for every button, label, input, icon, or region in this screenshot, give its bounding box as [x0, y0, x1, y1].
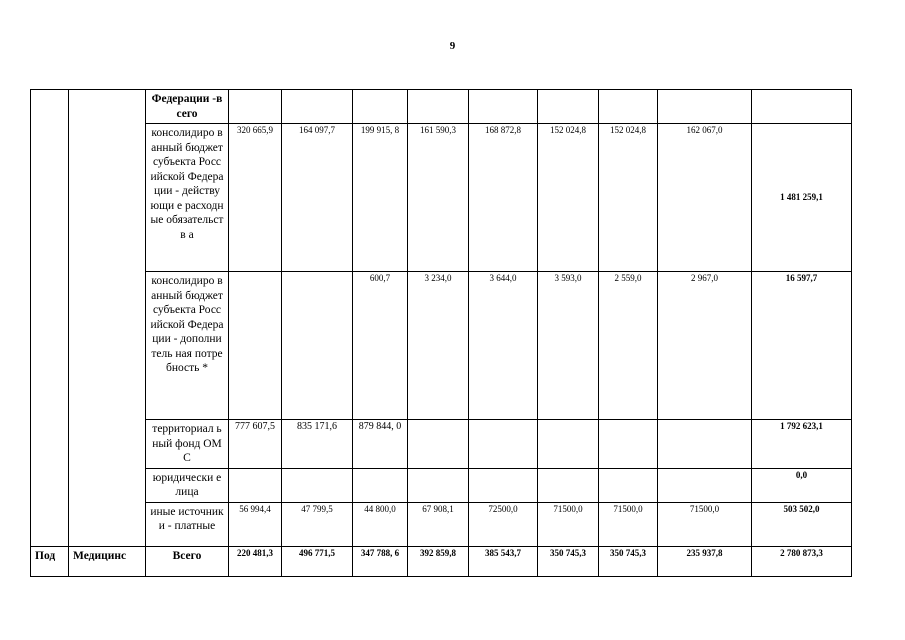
cell-value [658, 468, 752, 502]
cell-value [229, 272, 282, 420]
cell-value [282, 90, 353, 124]
cell-value [229, 468, 282, 502]
cell-value: 71500,0 [599, 502, 658, 546]
cell-value [538, 468, 599, 502]
cell-value: 2 559,0 [599, 272, 658, 420]
cell-value: 56 994,4 [229, 502, 282, 546]
table-row [31, 502, 852, 546]
page-number: 9 [449, 40, 456, 52]
table-row [31, 124, 852, 272]
cell-source: Всего [146, 546, 229, 576]
cell-value [469, 90, 538, 124]
cell-value [538, 90, 599, 124]
cell-value: 235 937,8 [658, 546, 752, 576]
cell-value: 496 771,5 [282, 546, 353, 576]
cell-value: 47 799,5 [282, 502, 353, 546]
cell-source: консолидиро ванный бюджет субъекта Российской Федерации - дополнитель ная потребность * [146, 272, 229, 420]
cell-value: 3 644,0 [469, 272, 538, 420]
cell-value: 67 908,1 [408, 502, 469, 546]
cell-value: 350 745,3 [599, 546, 658, 576]
cell-value: 162 067,0 [658, 124, 752, 272]
cell-value [599, 468, 658, 502]
cell-value: 320 665,9 [229, 124, 282, 272]
cell-value: 600,7 [353, 272, 408, 420]
cell-value: 71500,0 [538, 502, 599, 546]
cell-total: 503 502,0 [752, 502, 852, 546]
cell-section [31, 90, 69, 547]
cell-value [408, 90, 469, 124]
cell-value: 199 915, 8 [353, 124, 408, 272]
cell-value [353, 90, 408, 124]
cell-total: 1 481 259,1 [752, 124, 852, 272]
cell-value: 777 607,5 [229, 420, 282, 469]
cell-value [408, 468, 469, 502]
cell-value [599, 90, 658, 124]
cell-value: 2 967,0 [658, 272, 752, 420]
cell-value: 44 800,0 [353, 502, 408, 546]
cell-value: 392 859,8 [408, 546, 469, 576]
cell-value: 72500,0 [469, 502, 538, 546]
cell-source: территориал ьный фонд ОМС [146, 420, 229, 469]
cell-value: 71500,0 [658, 502, 752, 546]
cell-value: 220 481,3 [229, 546, 282, 576]
cell-direction [69, 90, 146, 547]
cell-value [538, 420, 599, 469]
cell-value [658, 90, 752, 124]
table-row [31, 90, 852, 124]
cell-value: 168 872,8 [469, 124, 538, 272]
cell-value [469, 468, 538, 502]
cell-value [353, 468, 408, 502]
cell-total: 2 780 873,3 [752, 546, 852, 576]
cell-value [469, 420, 538, 469]
cell-value: 152 024,8 [538, 124, 599, 272]
cell-value: 350 745,3 [538, 546, 599, 576]
cell-total [752, 90, 852, 124]
cell-total: 0,0 [752, 468, 852, 502]
cell-direction: Медицинс [69, 546, 146, 576]
cell-value [408, 420, 469, 469]
cell-source: консолидиро ванный бюджет субъекта Российской Федерации - действующи е расходные обязательств а [146, 124, 229, 272]
cell-source: Федерации -всего [146, 90, 229, 124]
cell-value [282, 468, 353, 502]
budget-table [30, 89, 852, 577]
cell-total: 1 792 623,1 [752, 420, 852, 469]
cell-value: 152 024,8 [599, 124, 658, 272]
table-row [31, 420, 852, 469]
table-row [31, 272, 852, 420]
table-row [31, 468, 852, 502]
cell-value: 835 171,6 [282, 420, 353, 469]
cell-value: 164 097,7 [282, 124, 353, 272]
cell-total: 16 597,7 [752, 272, 852, 420]
cell-value: 347 788, 6 [353, 546, 408, 576]
cell-section: Под [31, 546, 69, 576]
cell-value: 879 844, 0 [353, 420, 408, 469]
cell-value [229, 90, 282, 124]
cell-source: юридически е лица [146, 468, 229, 502]
cell-value: 161 590,3 [408, 124, 469, 272]
cell-value [282, 272, 353, 420]
cell-value: 385 543,7 [469, 546, 538, 576]
cell-value: 3 234,0 [408, 272, 469, 420]
cell-value [599, 420, 658, 469]
cell-value [658, 420, 752, 469]
cell-source: иные источники - платные [146, 502, 229, 546]
table-row [31, 546, 852, 576]
cell-value: 3 593,0 [538, 272, 599, 420]
